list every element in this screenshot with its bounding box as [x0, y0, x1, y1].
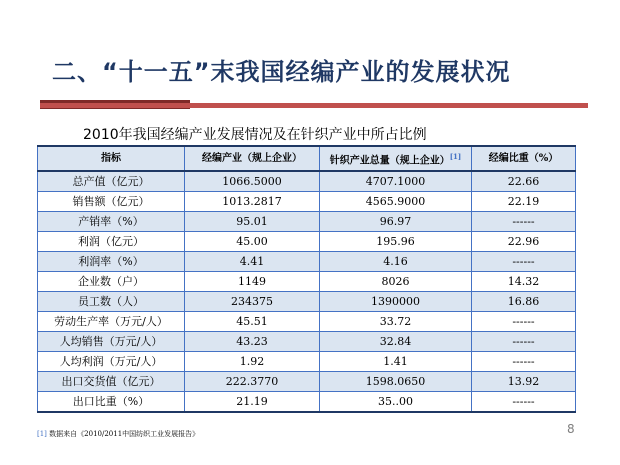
cell-knitting-total: 35..00 [320, 392, 472, 413]
cell-knitting-total: 1.41 [320, 352, 472, 372]
header-knitting-total: 针织产业总量（规上企业）[1] [320, 146, 472, 171]
cell-indicator: 人均利润（万元/人） [38, 352, 185, 372]
footnote-mark: [1] [37, 430, 47, 438]
cell-warp-share: 13.92 [472, 372, 576, 392]
cell-warp-share: ------ [472, 212, 576, 232]
cell-warp-share: 22.66 [472, 171, 576, 192]
cell-indicator: 销售额（亿元） [38, 192, 185, 212]
table-row [38, 372, 576, 392]
cell-indicator: 劳动生产率（万元/人） [38, 312, 185, 332]
cell-warp-knitting: 1149 [185, 272, 320, 292]
cell-warp-knitting: 4.41 [185, 252, 320, 272]
footnote [37, 429, 199, 439]
cell-indicator: 企业数（户） [38, 272, 185, 292]
cell-warp-share: ------ [472, 352, 576, 372]
table-row [38, 192, 576, 212]
cell-warp-share: ------ [472, 332, 576, 352]
cell-knitting-total: 4.16 [320, 252, 472, 272]
cell-warp-knitting: 1.92 [185, 352, 320, 372]
cell-warp-share: 14.32 [472, 272, 576, 292]
cell-knitting-total: 32.84 [320, 332, 472, 352]
table-row [38, 272, 576, 292]
cell-warp-knitting: 45.51 [185, 312, 320, 332]
cell-warp-knitting: 1066.5000 [185, 171, 320, 192]
cell-knitting-total: 8026 [320, 272, 472, 292]
cell-knitting-total: 4707.1000 [320, 171, 472, 192]
cell-warp-knitting: 222.3770 [185, 372, 320, 392]
page-number: 8 [567, 422, 575, 436]
cell-warp-knitting: 1013.2817 [185, 192, 320, 212]
cell-warp-share: 16.86 [472, 292, 576, 312]
table-row [38, 352, 576, 372]
header-citation-mark[interactable]: [1] [449, 152, 462, 161]
table-row [38, 392, 576, 413]
footnote-text: 数据来自《2010/2011中国纺织工业发展报告》 [49, 430, 200, 438]
title-underline [40, 103, 588, 108]
table-row [38, 252, 576, 272]
cell-warp-share: ------ [472, 252, 576, 272]
cell-warp-knitting: 43.23 [185, 332, 320, 352]
cell-knitting-total: 1390000 [320, 292, 472, 312]
cell-warp-knitting: 234375 [185, 292, 320, 312]
cell-warp-share: 22.96 [472, 232, 576, 252]
table-row [38, 212, 576, 232]
cell-indicator: 人均销售（万元/人） [38, 332, 185, 352]
cell-warp-share: ------ [472, 312, 576, 332]
table-row [38, 232, 576, 252]
table-row [38, 292, 576, 312]
cell-warp-knitting: 95.01 [185, 212, 320, 232]
cell-indicator: 出口交货值（亿元） [38, 372, 185, 392]
cell-indicator: 利润率（%） [38, 252, 185, 272]
header-warp-share: 经编比重（%） [472, 146, 576, 171]
slide-title: 二、“十一五”末我国经编产业的发展状况 [52, 58, 511, 86]
cell-warp-share: ------ [472, 392, 576, 413]
cell-warp-share: 22.19 [472, 192, 576, 212]
table-caption: 2010年我国经编产业发展情况及在针织产业中所占比例 [83, 127, 427, 143]
cell-indicator: 总产值（亿元） [38, 171, 185, 192]
header-indicator: 指标 [38, 146, 185, 171]
cell-indicator: 产销率（%） [38, 212, 185, 232]
cell-indicator: 员工数（人） [38, 292, 185, 312]
cell-knitting-total: 33.72 [320, 312, 472, 332]
cell-warp-knitting: 45.00 [185, 232, 320, 252]
cell-indicator: 出口比重（%） [38, 392, 185, 413]
table-row [38, 332, 576, 352]
cell-knitting-total: 96.97 [320, 212, 472, 232]
table-row [38, 312, 576, 332]
table-header-row [38, 146, 576, 171]
header-warp-knitting: 经编产业（规上企业） [185, 146, 320, 171]
statistics-table [37, 145, 576, 413]
cell-knitting-total: 1598.0650 [320, 372, 472, 392]
cell-knitting-total: 195.96 [320, 232, 472, 252]
cell-warp-knitting: 21.19 [185, 392, 320, 413]
cell-indicator: 利润（亿元） [38, 232, 185, 252]
table-row [38, 171, 576, 192]
cell-knitting-total: 4565.9000 [320, 192, 472, 212]
